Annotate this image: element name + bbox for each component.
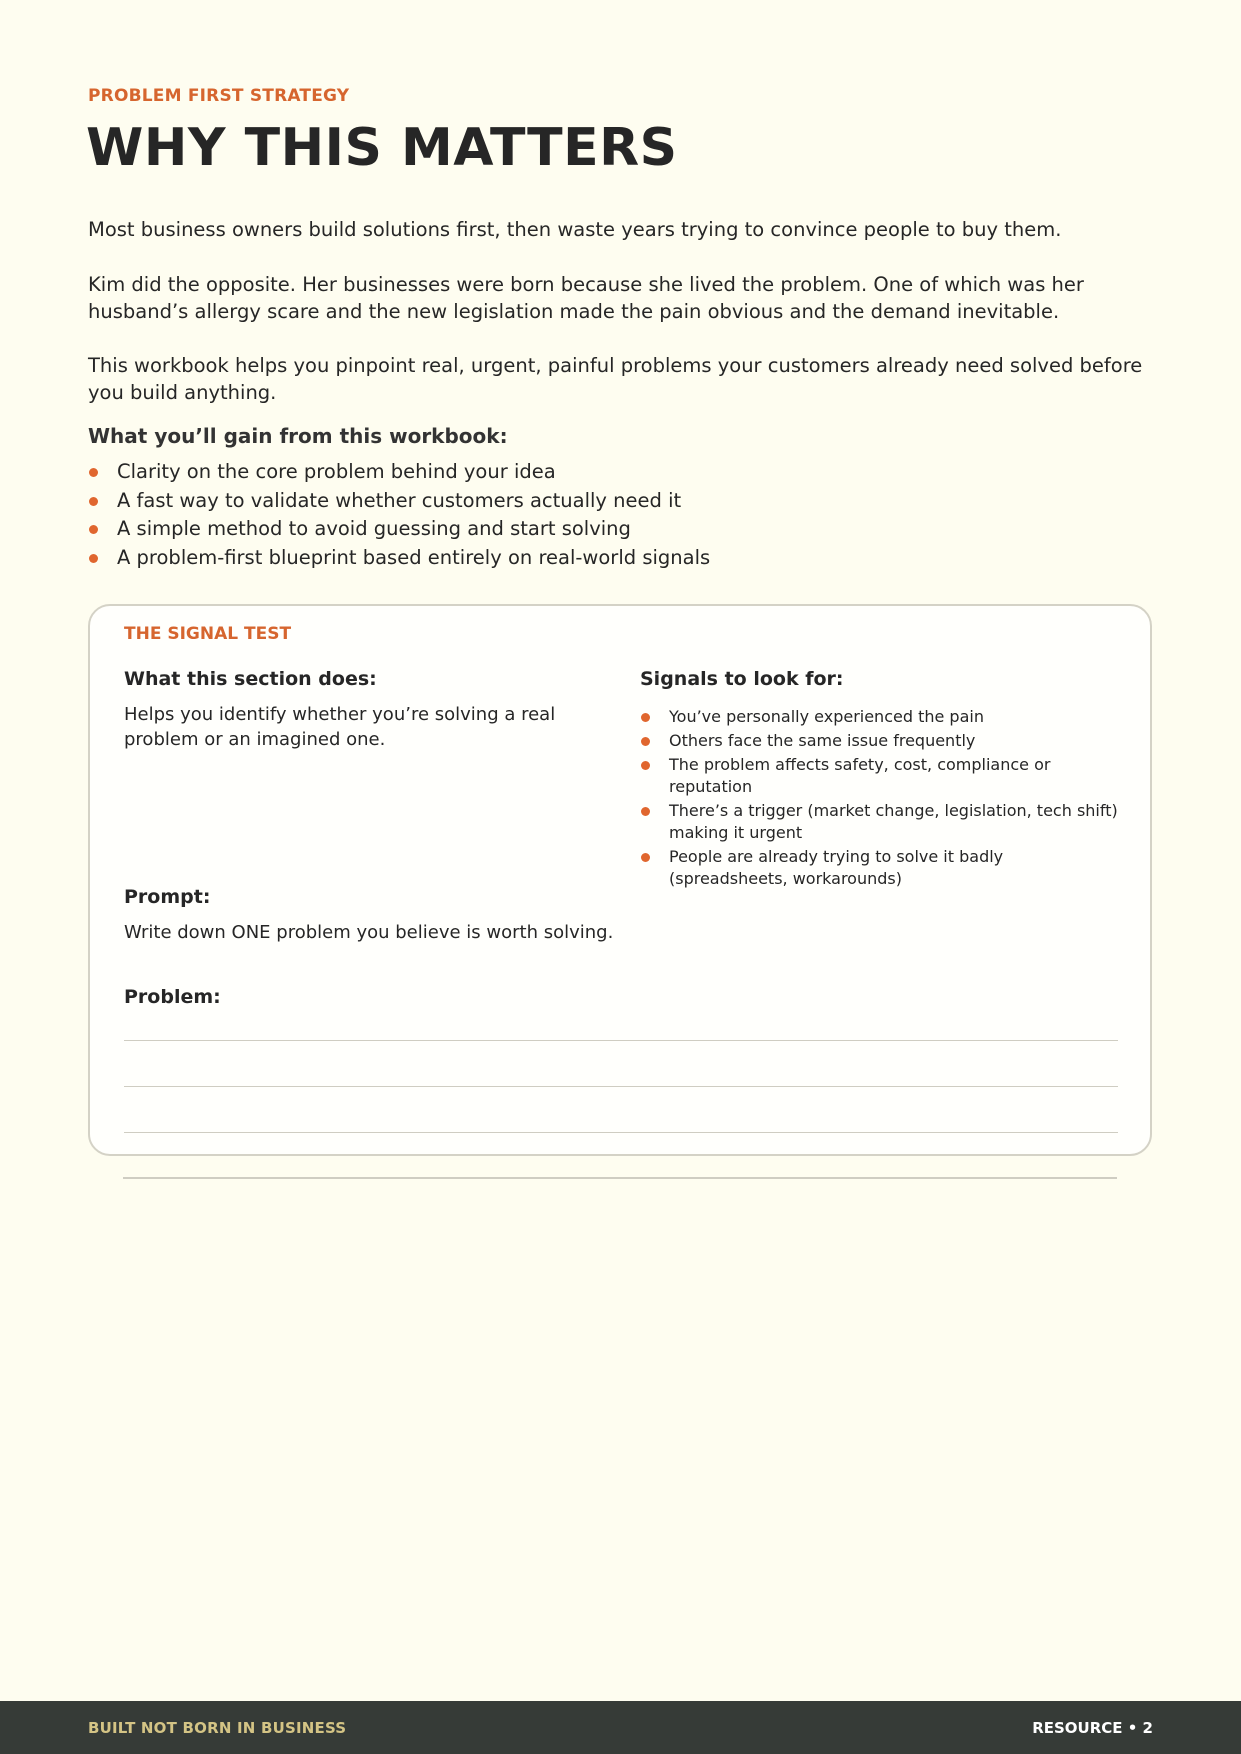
signals-heading: Signals to look for:	[640, 668, 844, 690]
intro-paragraph-3: This workbook helps you pinpoint real, urgent, painful problems your customers already need solved before you build anything.	[88, 354, 1143, 404]
intro-paragraph-1: Most business owners build solutions first, then waste years trying to convince people to buy them.	[88, 218, 1062, 241]
section-does-text: Helps you identify whether you’re solving a real problem or an imagined one.	[124, 704, 556, 750]
signal-test-card	[88, 604, 1152, 1156]
gain-heading: What you’ll gain from this workbook:	[88, 424, 508, 448]
signal-item: There’s a trigger (market change, legislation, tech shift) making it urgent	[640, 800, 1120, 844]
footer-page-number: RESOURCE • 2	[1032, 1719, 1153, 1737]
section-does-heading: What this section does:	[124, 668, 377, 690]
list-item: A problem-first blueprint based entirely on real-world signals	[88, 544, 710, 573]
prompt-text: Write down ONE problem you believe is worth solving.	[124, 922, 614, 943]
card-eyebrow: THE SIGNAL TEST	[124, 624, 292, 644]
problem-label: Problem:	[124, 986, 221, 1008]
section-eyebrow: PROBLEM FIRST STRATEGY	[88, 86, 350, 106]
signals-list	[640, 706, 1120, 892]
answer-line-2[interactable]	[124, 1086, 1118, 1087]
page-footer	[0, 1701, 1241, 1754]
intro-paragraph-2: Kim did the opposite. Her businesses were born because she lived the problem. One of which was her husband’s allergy scare and the new legislation made the pain obvious and the demand inevitable.	[88, 273, 1084, 323]
page-title: WHY THIS MATTERS	[86, 118, 678, 178]
list-item: A fast way to validate whether customers actually need it	[88, 487, 710, 516]
prompt-heading: Prompt:	[124, 886, 211, 908]
answer-line-4[interactable]	[123, 1177, 1117, 1179]
answer-line-3[interactable]	[124, 1132, 1118, 1133]
gain-list	[88, 458, 710, 572]
answer-line-1[interactable]	[124, 1040, 1118, 1041]
list-item: A simple method to avoid guessing and start solving	[88, 515, 710, 544]
signal-item: Others face the same issue frequently	[640, 730, 1120, 752]
list-item: Clarity on the core problem behind your idea	[88, 458, 710, 487]
signal-item: You’ve personally experienced the pain	[640, 706, 1120, 728]
footer-brand: BUILT NOT BORN IN BUSINESS	[88, 1719, 347, 1737]
signal-item: The problem affects safety, cost, compliance or reputation	[640, 754, 1120, 798]
signal-item: People are already trying to solve it badly (spreadsheets, workarounds)	[640, 846, 1120, 890]
